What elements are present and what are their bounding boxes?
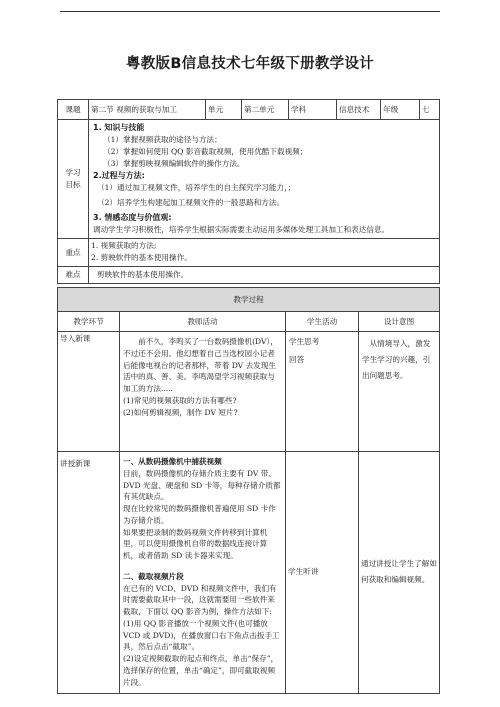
knowledge-title: 1. 知识与技能 [93, 123, 145, 132]
difficulty-row [58, 267, 440, 284]
teaching-process-table [57, 287, 440, 694]
knowledge-item: （1）掌握视频获取的途径与方法； [103, 135, 222, 145]
header-intent: 设计意图 [359, 312, 440, 332]
intro-intent-cell [359, 332, 440, 452]
header-stage: 教学环节 [58, 312, 120, 332]
lecture-paragraph: (2)设定视频截取的起点和终点，单击“保存”，选择保存的位置，单击“确定”，即可截取视频片段。 [123, 654, 279, 687]
goals-label: 学习目标 [58, 120, 89, 239]
key-points-label: 重点 [58, 239, 89, 267]
process-item: （2）培养学生构建起加工视频文件的一般思路和方法。 [97, 197, 285, 207]
lecture-paragraph: 在已有的 VCD、DVD 和视频文件中，我们有时需要截取其中一段，这就需要用一些软件来截取，下面以 QQ 影音为例，操作方法如下: [123, 583, 277, 617]
lecture-intent: 通过讲授让学生了解如何获取和编辑视频。 [359, 452, 440, 694]
intro-question: (2)如何剪辑视频，制作 DV 短片? [123, 407, 238, 417]
attitude-title: 3. 情感态度与价值观: [93, 212, 172, 222]
lecture-heading-1: 一、从数码摄像机中捕获视频 [123, 457, 222, 466]
process-title: 2.过程与方法: [93, 170, 145, 180]
header-student: 学生活动 [286, 312, 359, 332]
intro-row [58, 332, 440, 452]
document-title: 粤教版B信息技术七年级下册教学设计 [125, 56, 375, 72]
lecture-stage: 讲授新课 [58, 452, 120, 694]
intro-student-activity: 回答 [289, 354, 305, 364]
intro-student-cell [286, 332, 359, 452]
difficulty-text: 剪映软件的基本使用操作。 [89, 267, 440, 284]
knowledge-item: （3）掌握剪映视频编辑软件的操作方法。 [103, 158, 245, 168]
lecture-teacher-cell [120, 452, 286, 694]
topic-row [58, 100, 440, 120]
lecture-paragraph: (1)用 QQ 影音播放一个视频文件(也可播放 VCD 或 DVD)，在播放窗口右下角点击扳手工具，然后点击“截取”。 [123, 618, 280, 652]
unit-label: 单元 [206, 100, 242, 120]
key-point-item: 1. 视频获取的方法; [91, 241, 157, 250]
header-teacher: 教师活动 [120, 312, 286, 332]
goals-row [58, 120, 440, 239]
attitude-text: 调动学生学习积极性，培养学生根据实际需要主动运用多媒体处理工具加工和表达信息。 [93, 225, 390, 234]
topic-label: 课题 [58, 100, 89, 120]
lecture-heading-2: 二、截取视频片段 [123, 571, 184, 581]
grade-label: 年级 [381, 100, 420, 120]
lecture-student: 学生听讲 [286, 452, 359, 694]
header-rule [60, 11, 440, 12]
intro-teacher-text: 前不久，李鸣买了一台数码摄像机(DV），不过还不会用。他幻想着自己当选校园小记者后能像电视台的记者那样，带着 DV 去发现生活中的真、善、美。李鸣渴望学习视频获取与加工的方法..... [123, 337, 278, 394]
intro-teacher-cell [120, 332, 286, 452]
intro-intent: 从情境导入，激发学生学习的兴趣，引出问题思考。 [362, 339, 431, 380]
key-points-row [58, 239, 440, 267]
key-points-content [89, 239, 440, 267]
lesson-info-table [57, 99, 440, 284]
goals-content [89, 120, 440, 239]
process-banner: 教学过程 [58, 288, 440, 312]
process-banner-row [58, 288, 440, 312]
lecture-paragraph: 如果要把录制的数码视频文件转移到计算机里，可以使用摄像机自带的数据线连接计算机，或者借助 SD 读卡器来实现。 [123, 527, 268, 561]
intro-student-activity: 学生思考 [289, 337, 320, 346]
grade-value: 七 [420, 100, 440, 120]
subject-label: 学科 [289, 100, 337, 120]
lecture-paragraph: 现在比较常见的数码摄像机普遍使用 SD 卡作为存储介质。 [123, 504, 276, 525]
topic-value: 第二节 视频的获取与加工 [89, 100, 206, 120]
unit-value: 第二单元 [242, 100, 289, 120]
process-item: （1）通过加工视频文件，培养学生的自主探究学习能力，； [97, 183, 296, 193]
difficulty-label: 难点 [58, 267, 89, 284]
lecture-row [58, 452, 440, 694]
knowledge-item: （2）掌握如何使用 QQ 影音截取视频，使用优酷下载视频； [103, 147, 308, 157]
process-header-row [58, 312, 440, 332]
lecture-paragraph: 目前，数码摄像机的存储介质主要有 DV 带、DVD 光盘、硬盘和 SD 卡等，每种存储介质都有其优缺点。 [123, 468, 281, 502]
intro-question: (1)常见的视频获取的方法有哪些? [123, 395, 237, 405]
key-point-item: 2. 剪映软件的基本使用操作。 [91, 252, 192, 262]
intro-stage: 导入新课 [58, 332, 120, 452]
subject-value: 信息技术 [337, 100, 381, 120]
